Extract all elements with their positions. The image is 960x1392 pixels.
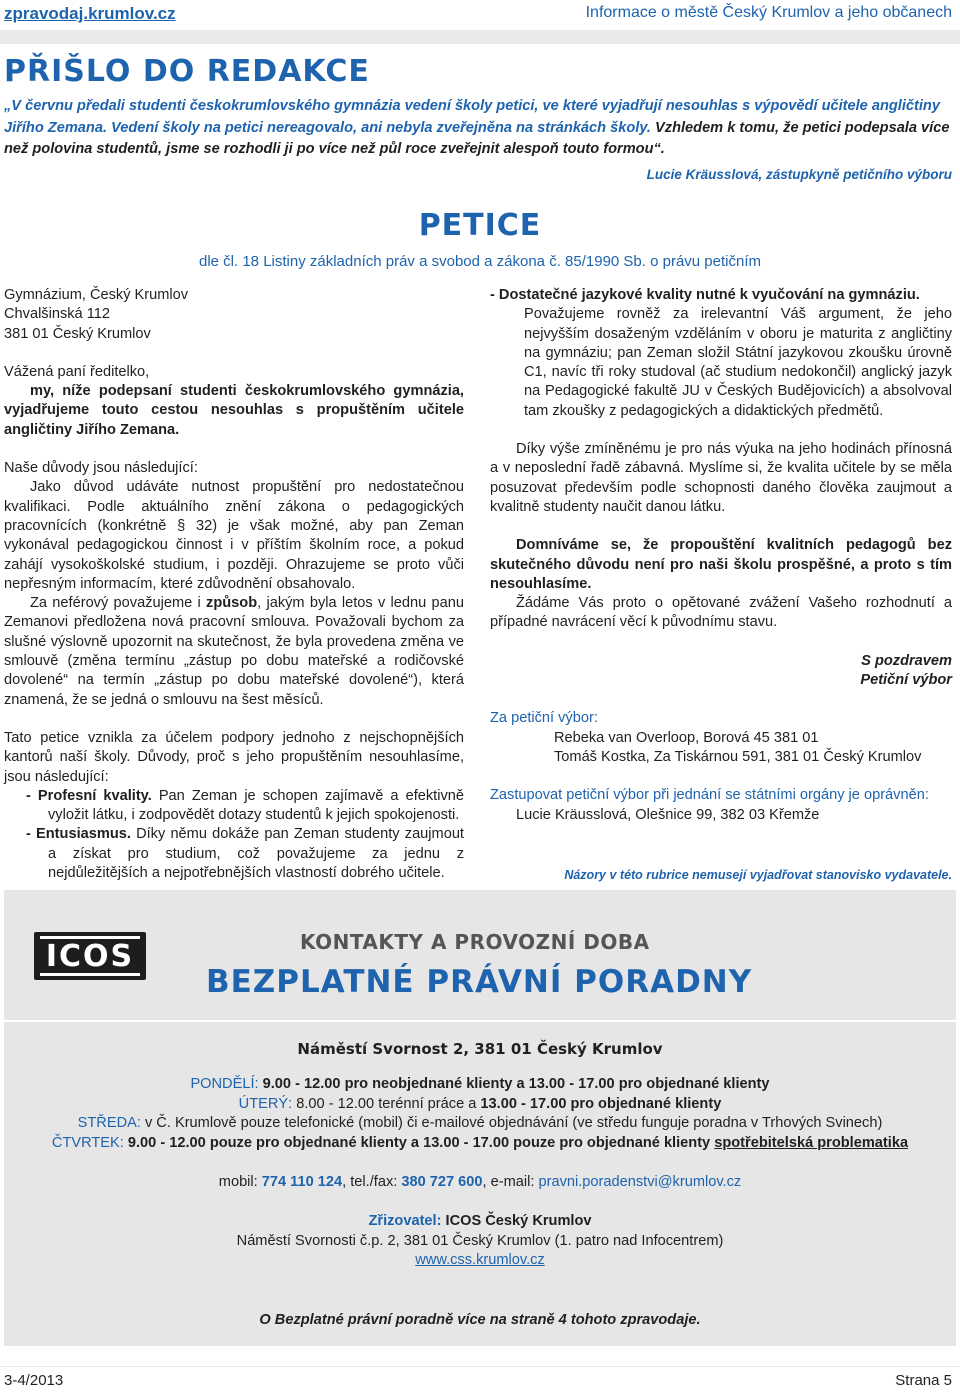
day-label: STŘEDA: bbox=[77, 1115, 141, 1131]
ad-divider bbox=[4, 1020, 956, 1022]
bullet-label: - Profesní kvality. bbox=[26, 787, 152, 804]
statement-text: my, níže podepsaní studenti českokrumlovského gymnázia, vyjadřujeme touto cestou nesouhlas s propuštěním učitele angličtiny Jiřího Zemana. bbox=[4, 383, 464, 438]
ad-founder bbox=[4, 1213, 956, 1229]
site-link[interactable]: zpravodaj.krumlov.cz bbox=[4, 4, 176, 23]
representative: Lucie Kräusslová, Olešnice 99, 382 03 Křemže bbox=[516, 806, 820, 823]
reasons-intro: Naše důvody jsou následující: bbox=[4, 460, 198, 477]
section-title: PŘIŠLO DO REDAKCE bbox=[4, 54, 370, 89]
icos-logo bbox=[34, 932, 146, 980]
bullet-item bbox=[26, 787, 464, 826]
ad-subheading: KONTAKTY A PROVOZNÍ DOBA bbox=[300, 930, 650, 954]
regards-signature: Petiční výbor bbox=[860, 672, 952, 689]
address-line: Gymnázium, Český Krumlov bbox=[4, 287, 189, 303]
reason-text: Za neférový považujeme i bbox=[30, 595, 207, 612]
conclusion-paragraph bbox=[490, 536, 952, 594]
ad-address: Náměstí Svornost 2, 381 01 Český Krumlov bbox=[297, 1040, 663, 1058]
bullet-text: Díky němu dokáže pan Zeman studenty zaujmout a získat pro studium, což považujeme za jednu z nejdůležitějších a nejpotřebnějších vlastností dobrého učitele. bbox=[48, 826, 464, 882]
hours-monday bbox=[4, 1076, 956, 1092]
bullet-item bbox=[490, 286, 952, 305]
representative-label: Zastupovat petiční výbor při jednání se státními orgány je oprávněn: bbox=[490, 787, 929, 804]
intro-signature: Lucie Kräusslová, zástupkyně petičního výboru bbox=[646, 167, 952, 182]
thanks-paragraph: Díky výše zmíněnému je pro nás výuka na jeho hodinách přínosná a v neposlední řadě zábavná. Myslíme si, že kvalita učitele by se měla posuzovat především podle schopnosti daného člověka zaujmout a kvalitně studenty naučit danou látku. bbox=[490, 441, 952, 515]
mobile-number: 774 110 124 bbox=[261, 1174, 343, 1190]
issue-number: 3-4/2013 bbox=[4, 1372, 64, 1389]
purpose-paragraph: Tato petice vznikla za účelem podpory jednoho z nejschopnějších kantorů naší školy. Důvody, proč s jeho propuštěním nesouhlasíme, jsou následující: bbox=[4, 729, 464, 785]
intro-part-2: Vzhledem k tomu, že petici podepsala více než polovina studentů, jsme se rozhodli ji po více než půl roce zveřejnit alespoň touto formou“. bbox=[4, 119, 950, 157]
hours-tuesday bbox=[4, 1096, 956, 1112]
hours-text: 13.00 - 17.00 pro objednané klienty bbox=[480, 1096, 722, 1112]
bullet-text: Považujeme rovněž za irelevantní Váš argument, že jeho nejvyšším dosaženým vzděláním v oboru je maturita z angličtiny na gymnáziu; pan Zeman složil Státní jazykovou zkoušku úrovně C1, navíc tři roky studoval (ač studium nedokončil) anglický jazyk na Pedagogické fakultě JU v Českých Budějovicích) a absolvoval tam zkoušky z pedagogických a didaktických předmětů. bbox=[524, 306, 952, 419]
salutation: Vážená paní ředitelko, bbox=[4, 363, 150, 380]
ad-headline: BEZPLATNÉ PRÁVNÍ PORADNY bbox=[206, 964, 753, 1000]
hours-text: 9.00 - 12.00 pouze pro objednané klienty a 13.00 - 17.00 pouze pro objednané klienty bbox=[123, 1135, 715, 1151]
contact-label: , tel./fax: bbox=[342, 1174, 402, 1190]
intro-part-1: „V červnu předali studenti českokrumlovského gymnázia vedení školy petici, ve které vyjadřují nesouhlas s výpovědí učitele angličtiny Jiřího Zemana. Vedení školy na petici nereagovalo, ani nebyla zveřejněna na stránkách školy. bbox=[4, 98, 940, 136]
reason-paragraph: Jako důvod udáváte nutnost propuštění pro nedostatečnou kvalifikaci. Podle aktuálního znění zákona o pedagogických pracovnících (konkrétně § 32) je však možné, aby pan Zeman vykonával pedagogickou činnost i v příštím školním roce, a pokud zahájí vysokoškolské studium, i později. Ohrazujeme se proto vůči nepřesným informacím, které zdůvodnění obsahovalo. bbox=[4, 479, 464, 592]
contact-label: mobil: bbox=[218, 1174, 262, 1190]
reason-text: , jakým byla letos v lednu panu Zemanovi předložena nová pracovní smlouva. Považovali bychom za slušné výslovně upozornit na skutečnost, že byla provedena změna ve smlouvě (změna termínu „zástup po dobu mateřské a rodičovské dovolené“ na termín „zástup po dobu mateřské dovolené“), která znamená, že se jedná o smlouvu na šest měsíců. bbox=[4, 595, 465, 708]
header-tagline: Informace o městě Český Krumlov a jeho občanech bbox=[585, 4, 952, 21]
address-line: 381 01 Český Krumlov bbox=[4, 325, 151, 342]
ad-contacts bbox=[4, 1174, 956, 1190]
request-paragraph: Žádáme Vás proto o opětované zvážení Vašeho rozhodnutí a případné navrácení věcí k původnímu stavu. bbox=[490, 595, 952, 631]
day-label: PONDĚLÍ: bbox=[190, 1076, 259, 1092]
committee-label: Za petiční výbor: bbox=[490, 710, 598, 727]
page-number: Strana 5 bbox=[895, 1372, 952, 1389]
rubrika-disclaimer: Názory v této rubrice nemusejí vyjadřovat stanovisko vydavatele. bbox=[564, 868, 952, 882]
left-column bbox=[4, 286, 464, 883]
right-column bbox=[490, 286, 952, 825]
footer-divider bbox=[0, 1366, 960, 1367]
regards: S pozdravem bbox=[861, 652, 952, 669]
statement bbox=[4, 382, 464, 440]
reason-emphasis: způsob bbox=[206, 595, 258, 612]
founder-label: Zřizovatel: bbox=[368, 1213, 442, 1229]
petition-title: PETICE bbox=[418, 208, 542, 243]
consumer-issues-link[interactable]: spotřebitelská problematika bbox=[714, 1135, 909, 1151]
ad-founder-address: Náměstí Svornosti č.p. 2, 381 01 Český Krumlov (1. patro nad Infocentrem) bbox=[236, 1233, 724, 1249]
day-label: ÚTERÝ: bbox=[238, 1096, 293, 1112]
bullet-item bbox=[26, 825, 464, 883]
ad-footer-note: O Bezplatné právní poradně více na straně 4 tohoto zpravodaje. bbox=[259, 1312, 701, 1328]
bullet-label: - Entusiasmus. bbox=[26, 826, 131, 843]
hours-wednesday bbox=[4, 1115, 956, 1131]
email-link[interactable]: pravni.poradenstvi@krumlov.cz bbox=[538, 1174, 742, 1190]
hours-text: 9.00 - 12.00 pro neobjednané klienty a 13.00 - 17.00 pro objednané klienty bbox=[258, 1076, 770, 1092]
reason-paragraph bbox=[4, 594, 464, 710]
committee-member: Tomáš Kostka, Za Tiskárnou 591, 381 01 Český Krumlov bbox=[554, 748, 922, 765]
intro-text bbox=[4, 96, 954, 161]
committee-member: Rebeka van Overloop, Borová 45 381 01 bbox=[554, 729, 819, 746]
hours-thursday bbox=[4, 1135, 956, 1151]
bullet-text: Pan Zeman je schopen zajímavě a efektivně vyložit látku, i zodpovědět dotazy studentů k jejich spokojenosti. bbox=[48, 787, 464, 824]
bullet-label: - Dostatečné jazykové kvality nutné k vyučování na gymnáziu. bbox=[490, 287, 920, 303]
hours-text: v Č. Krumlově pouze telefonické (mobil) či e-mailové objednávání (ve středu funguje poradna v Trhových Svinech) bbox=[140, 1115, 883, 1131]
website-link[interactable]: www.css.krumlov.cz bbox=[415, 1252, 545, 1268]
hours-text: 8.00 - 12.00 terénní práce a bbox=[292, 1096, 481, 1112]
day-label: ČTVRTEK: bbox=[51, 1135, 124, 1151]
founder-name: ICOS Český Krumlov bbox=[441, 1213, 592, 1229]
header-band bbox=[0, 30, 960, 44]
petition-subtitle: dle čl. 18 Listiny základních práv a svobod a zákona č. 85/1990 Sb. o právu petičním bbox=[198, 253, 761, 270]
logo-text: ICOS bbox=[40, 936, 140, 976]
contact-label: , e-mail: bbox=[482, 1174, 539, 1190]
conclusion-text: Domníváme se, že propouštění kvalitních pedagogů bez skutečného důvodu není pro naši školu prospěšné, a proto s tím nesouhlasíme. bbox=[490, 537, 952, 592]
address-line: Chvalšinská 112 bbox=[4, 306, 110, 323]
ad-website bbox=[4, 1252, 956, 1268]
phone-number: 380 727 600 bbox=[401, 1174, 483, 1190]
